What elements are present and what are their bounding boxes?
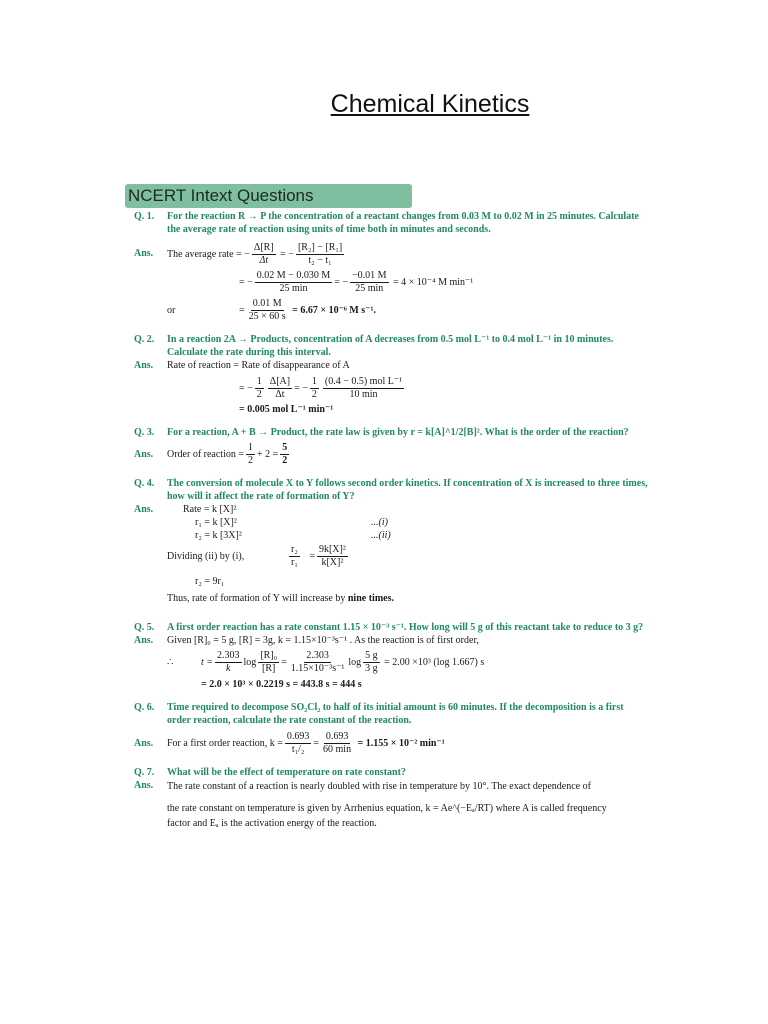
fraction: $\frac{\text{r₂}}{\text{r₁}}$ [291, 544, 298, 568]
equation-text: + 2 = [257, 449, 279, 460]
answer-label: Ans. [134, 449, 154, 460]
question-text: For a reaction, A + B → Product, the rate law is given by r = k[A]^1/2[B]². What is the order of the reaction? [167, 427, 629, 438]
answer-label: Ans. [134, 248, 154, 259]
question-number: Q. 7. [134, 767, 155, 778]
equation-text: The average rate = [167, 249, 242, 260]
answer-4 [134, 503, 649, 605]
question-list [134, 210, 649, 831]
fraction: $\frac{\Delta[R]}{\Delta t}$ [253, 242, 274, 266]
or-text: or [167, 305, 176, 316]
answer-2 [134, 359, 649, 416]
fraction: $\frac{5 g}{3 g}$ [365, 650, 378, 674]
answer-line: r₂ = k [3X]² ...(ii) [195, 530, 391, 541]
question-number: Q. 1. [134, 211, 155, 222]
fraction: $\frac{5}{2}$ [282, 442, 288, 466]
fraction: $\frac{0.01 M}{25 \times 60 s}$ [248, 298, 286, 322]
fraction: $\frac{2.303}{\text{1.15×10⁻³s⁻¹}}$ [290, 650, 345, 674]
question-3 [134, 426, 649, 439]
result-text: = 6.67 × 10⁻⁶ M s⁻¹. [292, 305, 376, 316]
question-number: Q. 2. [134, 334, 155, 345]
answer-7 [134, 779, 649, 831]
result-text: = 4 × 10⁻⁴ M min⁻¹ [393, 277, 474, 288]
fraction: $\frac{\text{[R]₀}}{[R]}$ [260, 650, 278, 674]
answer-line: r₁ = k [X]² ...(i) [195, 517, 388, 528]
question-number: Q. 3. [134, 427, 155, 438]
answer-line: the rate constant on temperature is given by Arrhenius equation, k = Ae^(−Eₐ/RT) where A is called frequency [167, 803, 607, 814]
answer-line [167, 442, 649, 467]
fraction: $\frac{\Delta[A]}{\Delta t}$ [269, 376, 291, 400]
fraction: $\frac{-0.01 M}{25 \min}$ [352, 270, 387, 294]
question-6 [134, 701, 649, 727]
equation-text: Order of reaction = [167, 449, 244, 460]
result-text: = 0.005 mol L⁻¹ min⁻¹ [239, 404, 334, 415]
fraction: $\frac{0.693}{\text{t₁/₂}}$ [286, 731, 310, 755]
answer-label: Ans. [134, 504, 154, 515]
question-text: A first order reaction has a rate constant 1.15 × 10⁻³ s⁻¹. How long will 5 g of this reactant take to reduce to 3 g? [167, 622, 644, 633]
question-5 [134, 621, 649, 634]
answer-line: r₂ = 9r₁ [195, 576, 225, 587]
answer-line: For a first order reaction, k = $\frac{0.693}{\text{t₁/₂}}$ = $\frac{0.693}{60 \min}$ = 1.155 × 10⁻² min⁻¹ [167, 731, 445, 755]
answer-line: = − $\frac{1}{2}$ $\frac{\Delta[A]}{\Delta t}$ = − $\frac{1}{2}$ $\frac{\text{(0.4 − 0.5) mol L⁻¹}}{10 \min}$ [239, 376, 403, 400]
answer-line: The average rate = − $\frac{\Delta[R]}{\Delta t}$ = − $\frac{\text{[R₂] − [R₁]}}{\text{t₂ − t₁}}$ [167, 242, 343, 266]
answer-line: = 2.0 × 10³ × 0.2219 s = 443.8 s = 444 s [201, 679, 362, 690]
answer-3 [134, 442, 649, 467]
question-2 [134, 333, 649, 359]
question-text: The conversion of molecule X to Y follows second order kinetics. If concentration of X is increased to three times, how will it affect the rate of formation of Y? [167, 478, 648, 502]
fraction: $\frac{2.303}{k}$ [217, 650, 240, 674]
question-number: Q. 6. [134, 702, 155, 713]
fraction: $\frac{0.693}{60 \min}$ [323, 731, 352, 755]
question-1 [134, 210, 649, 236]
fraction: $\frac{0.02 M - 0.030 M}{25 \min}$ [256, 270, 331, 294]
answer-line: Dividing (ii) by (i), $\frac{\text{r₂}}{\text{r₁}}$ = $\frac{\text{9k[X]²}}{\text{k[X]²}}$ [167, 544, 346, 568]
answer-line: Thus, rate of formation of Y will increase by nine times. [167, 593, 394, 604]
answer-line: Rate of reaction = Rate of disappearance of A [167, 360, 350, 371]
question-text: What will be the effect of temperature on rate constant? [167, 767, 406, 778]
question-7 [134, 766, 649, 779]
question-4 [134, 477, 649, 503]
fraction: $\frac{\text{[R₂] − [R₁]}}{\text{t₂ − t₁}}$ [297, 242, 343, 266]
answer-6 [134, 731, 649, 756]
answer-1 [134, 242, 649, 323]
fraction: $\frac{\text{9k[X]²}}{\text{k[X]²}}$ [318, 544, 346, 568]
answer-line: = − $\frac{0.02 M - 0.030 M}{25 \min}$ = − $\frac{-0.01 M}{25 \min}$ = 4 × 10⁻⁴ M min⁻¹ [239, 270, 474, 294]
question-text: In a reaction 2A → Products, concentration of A decreases from 0.5 mol L⁻¹ to 0.4 mol L⁻¹ in 10 minutes. Calculate the rate during this interval. [167, 334, 614, 358]
fraction: $\frac{1}{2}$ [311, 376, 317, 400]
answer-line: ∴ t = $\frac{2.303}{k}$ log $\frac{\text{[R]₀}}{[R]}$ = $\frac{2.303}{\text{1.15×10⁻³s⁻¹}}$ log $\frac{5 g}{3 g}$ = 2.00 ×10³ (log 1.667) s [167, 650, 485, 674]
answer-line: factor and Eₐ is the activation energy of the reaction. [167, 818, 377, 829]
answer-line: The rate constant of a reaction is nearly doubled with rise in temperature by 10°. The exact dependence of [167, 781, 591, 792]
answer-line: Rate = k [X]² [183, 504, 237, 515]
answer-5 [134, 634, 649, 691]
answer-line: Given [R]₀ = 5 g, [R] = 3g, k = 1.15×10⁻³s⁻¹ . As the reaction is of first order, [167, 635, 479, 646]
fraction: $\frac{1}{2}$ [248, 442, 253, 466]
fraction: $\frac{\text{(0.4 − 0.5) mol L⁻¹}}{10 \min}$ [324, 376, 403, 400]
answer-label: Ans. [134, 360, 154, 371]
answer-line: or = $\frac{0.01 M}{25 \times 60 s}$ = 6.67 × 10⁻⁶ M s⁻¹. [167, 298, 376, 322]
answer-label: Ans. [134, 635, 154, 646]
question-text: Time required to decompose SO₂Cl₂ to half of its initial amount is 60 minutes. If the decomposition is a first order reaction, calculate the rate constant of the reaction. [167, 702, 624, 726]
section-heading: NCERT Intext Questions [125, 184, 412, 208]
answer-label: Ans. [134, 780, 154, 791]
answer-label: Ans. [134, 738, 154, 749]
page-title: Chemical Kinetics [330, 90, 530, 118]
question-number: Q. 5. [134, 622, 155, 633]
question-text: For the reaction R → P the concentration of a reactant changes from 0.03 M to 0.02 M in 25 minutes. Calculate the average rate of reaction using units of time both in minutes and seconds. [167, 211, 639, 235]
fraction: $\frac{1}{2}$ [256, 376, 262, 400]
question-number: Q. 4. [134, 478, 155, 489]
